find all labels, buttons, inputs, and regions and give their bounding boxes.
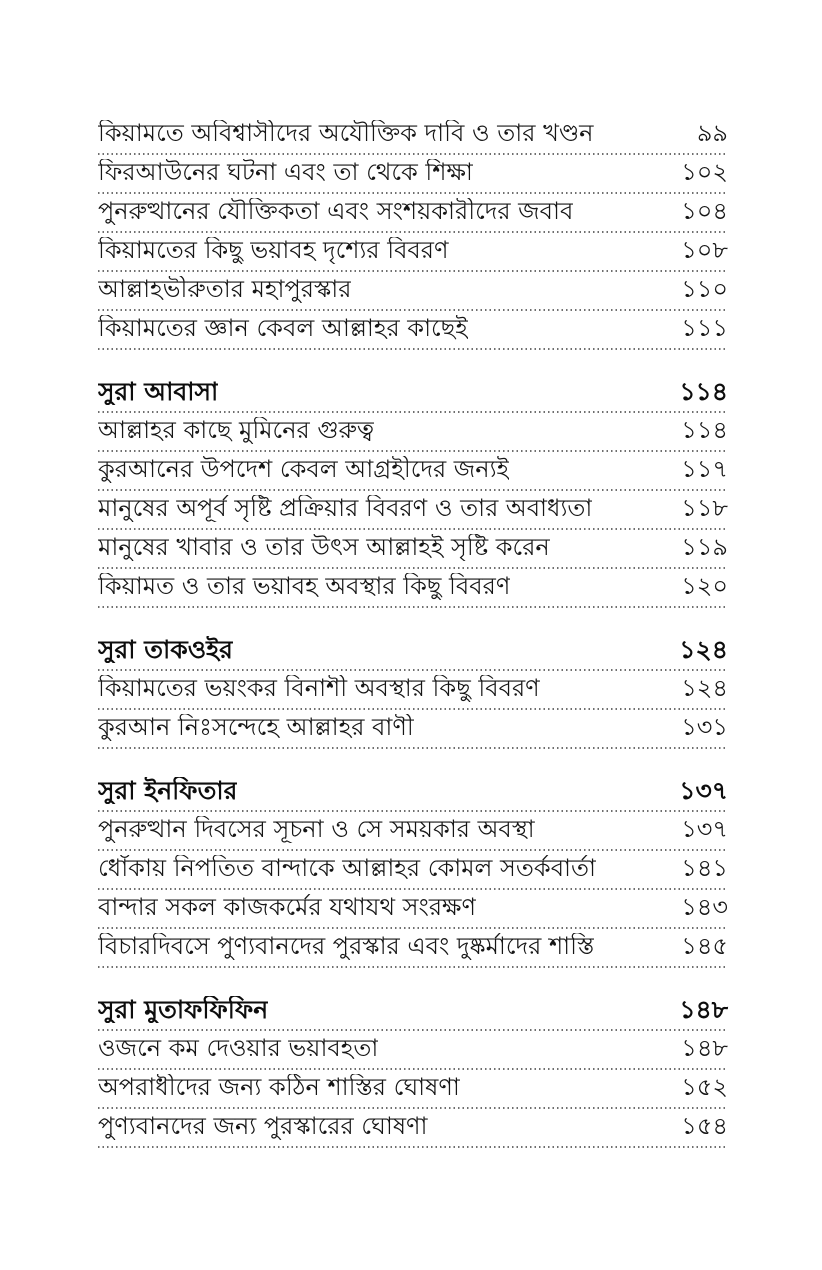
toc-entry-page-number: ১১৪ (681, 416, 728, 444)
dotted-leader-line (98, 966, 728, 968)
toc-section-page-number: ১৩৭ (679, 776, 728, 805)
toc-entry (98, 311, 728, 350)
dotted-leader-line (98, 1146, 728, 1148)
toc-entry-title: বান্দার সকল কাজকর্মের যথাযথ সংরক্ষণ (98, 894, 477, 921)
toc-entry (98, 1109, 728, 1148)
toc-entry-title: ওজনে কম দেওয়ার ভয়াবহতা (98, 1035, 379, 1062)
toc-entry-title: ফিরআউনের ঘটনা এবং তা থেকে শিক্ষা (98, 159, 473, 186)
toc-entry-title: মানুষের অপূর্ব সৃষ্টি প্রক্রিয়ার বিবরণ ও তার অবাধ্যতা (98, 495, 593, 522)
toc-entry-title: বিচারদিবসে পুণ্যবানদের পুরস্কার এবং দুষ্কর্মাদের শাস্তি (98, 933, 595, 960)
table-of-contents (98, 116, 728, 1148)
toc-entry (98, 272, 728, 311)
toc-section-heading (98, 374, 728, 413)
toc-section-page-number: ১১৪ (679, 377, 728, 406)
toc-entry-page-number: ১৪৩ (681, 893, 728, 921)
toc-entry (98, 194, 728, 233)
toc-entry-page-number: ১৪১ (681, 854, 728, 882)
toc-section-heading (98, 773, 728, 812)
toc-entry-page-number: ১০৮ (681, 236, 728, 264)
toc-entry-page-number: ১৩৭ (681, 815, 728, 843)
toc-entry (98, 671, 728, 710)
toc-entry (98, 530, 728, 569)
toc-entry-page-number: ১১৯ (681, 533, 728, 561)
toc-entry-page-number: ৯৯ (696, 119, 728, 147)
dotted-leader-line (98, 348, 728, 350)
toc-section-heading (98, 632, 728, 671)
toc-entry-title: আল্লাহর কাছে মুমিনের গুরুত্ব (98, 417, 375, 444)
toc-entry-page-number: ১০৪ (681, 197, 728, 225)
toc-entry (98, 851, 728, 890)
toc-entry (98, 890, 728, 929)
toc-entry-title: আল্লাহভীরুতার মহাপুরস্কার (98, 276, 352, 303)
toc-entry (98, 929, 728, 968)
toc-entry-title: কিয়ামতে অবিশ্বাসীদের অযৌক্তিক দাবি ও তার খণ্ডন (98, 120, 594, 147)
toc-entry-page-number: ১২৪ (681, 674, 728, 702)
toc-section-page-number: ১৪৮ (679, 995, 728, 1024)
toc-entry-page-number: ১০২ (681, 158, 728, 186)
toc-entry-page-number: ১২০ (681, 572, 728, 600)
toc-entry-title: অপরাধীদের জন্য কঠিন শাস্তির ঘোষণা (98, 1074, 460, 1101)
toc-entry (98, 569, 728, 608)
toc-section-title: সুরা ইনফিতার (98, 777, 238, 804)
toc-entry (98, 812, 728, 851)
toc-entry (98, 710, 728, 749)
toc-entry (98, 452, 728, 491)
toc-entry-title: ধোঁকায় নিপতিত বান্দাকে আল্লাহর কোমল সতর্কবার্তা (98, 855, 596, 882)
toc-section-title: সুরা আবাসা (98, 378, 219, 405)
toc-entry-title: পুণ্যবানদের জন্য পুরস্কারের ঘোষণা (98, 1113, 428, 1140)
toc-entry-page-number: ১৫২ (681, 1073, 728, 1101)
toc-entry-page-number: ১৫৪ (681, 1112, 728, 1140)
toc-entry (98, 233, 728, 272)
toc-entry-page-number: ১১৮ (681, 494, 728, 522)
toc-entry (98, 1070, 728, 1109)
toc-entry-title: কিয়ামত ও তার ভয়াবহ অবস্থার কিছু বিবরণ (98, 573, 511, 600)
toc-entry-title: পুনরুত্থান দিবসের সূচনা ও সে সময়কার অবস্থা (98, 816, 535, 843)
toc-entry-page-number: ১১০ (681, 275, 728, 303)
dotted-leader-line (98, 747, 728, 749)
toc-entry-title: কিয়ামতের কিছু ভয়াবহ দৃশ্যের বিবরণ (98, 237, 449, 264)
toc-section-title: সুরা তাকওইর (98, 636, 233, 663)
dotted-leader-line (98, 606, 728, 608)
toc-entry (98, 1031, 728, 1070)
toc-entry-title: মানুষের খাবার ও তার উৎস আল্লাহই সৃষ্টি করেন (98, 534, 550, 561)
toc-entry-title: কুরআনের উপদেশ কেবল আগ্রহীদের জন্যই (98, 456, 510, 483)
toc-entry-title: কিয়ামতের ভয়ংকর বিনাশী অবস্থার কিছু বিবরণ (98, 675, 540, 702)
toc-entry-title: পুনরুত্থানের যৌক্তিকতা এবং সংশয়কারীদের জবাব (98, 198, 574, 225)
toc-section-page-number: ১২৪ (679, 635, 728, 664)
toc-entry (98, 413, 728, 452)
toc-entry (98, 491, 728, 530)
toc-entry-title: কুরআন নিঃসন্দেহে আল্লাহর বাণী (98, 714, 414, 741)
toc-entry (98, 116, 728, 155)
toc-entry-page-number: ১৪৮ (681, 1034, 728, 1062)
toc-entry-page-number: ১১৭ (681, 455, 728, 483)
toc-entry-title: কিয়ামতের জ্ঞান কেবল আল্লাহর কাছেই (98, 315, 468, 342)
toc-entry-page-number: ১৪৫ (681, 932, 728, 960)
toc-entry (98, 155, 728, 194)
toc-section-heading (98, 992, 728, 1031)
toc-entry-page-number: ১৩১ (681, 713, 728, 741)
toc-entry-page-number: ১১১ (681, 314, 728, 342)
toc-section-title: সুরা মুতাফফিফিন (98, 996, 269, 1023)
